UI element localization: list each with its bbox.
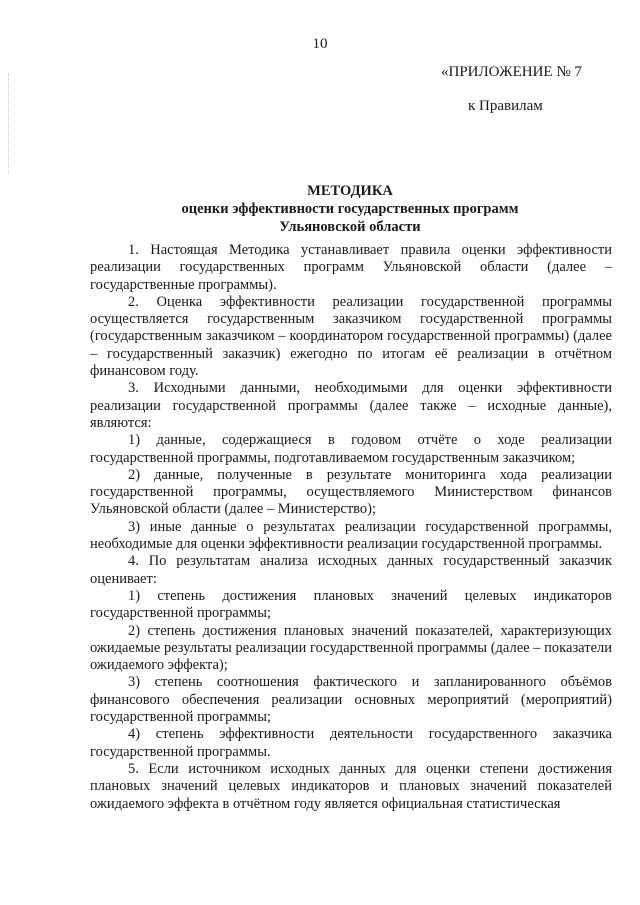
paragraph-4-item-4: 4) степень эффективности деятельности государственного заказчика государственной программы. — [90, 726, 612, 760]
paragraph-5: 5. Если источником исходных данных для оценки степени достижения плановых значений целевых индикаторов и плановых значений показателей ожидаемого эффекта в отчётном году является официальная статистическая — [90, 760, 612, 812]
paragraph-2: 2. Оценка эффективности реализации государственной программы осуществляется государственным заказчиком государственной программы (государственным заказчиком – координатором государственной программы) (далее – государственный заказчик) ежегодно по итогам её реализации в отчётном финансовом году. — [90, 293, 612, 380]
title-line-1: МЕТОДИКА — [307, 183, 393, 199]
document-body — [90, 242, 612, 813]
paragraph-4-item-2: 2) степень достижения плановых значений показателей, характеризующих ожидаемые результаты реализации государственной программы (далее – показатели ожидаемого эффекта); — [90, 622, 612, 674]
scan-edge-marks — [8, 74, 11, 174]
paragraph-3-item-3: 3) иные данные о результатах реализации государственной программы, необходимые для оценки эффективности реализации государственной программы. — [90, 518, 612, 553]
paragraph-3: 3. Исходными данными, необходимыми для оценки эффективности реализации государственной программы (далее также – исходные данные), являются: — [90, 380, 612, 431]
paragraph-4-item-1: 1) степень достижения плановых значений целевых индикаторов государственной программы; — [90, 587, 612, 622]
document-title — [0, 182, 640, 236]
page-number: 10 — [312, 36, 328, 52]
paragraph-4: 4. По результатам анализа исходных данных государственный заказчик оценивает: — [90, 553, 612, 587]
title-line-3: Ульяновской области — [279, 219, 421, 235]
title-line-2: оценки эффективности государственных программ — [181, 201, 519, 217]
paragraph-1: 1. Настоящая Методика устанавливает правила оценки эффективности реализации государственных программ Ульяновской области (далее – государственные программы). — [90, 242, 612, 293]
paragraph-4-item-3: 3) степень соотношения фактического и запланированного объёмов финансового обеспечения реализации основных мероприятий (мероприятий) государственной программы; — [90, 674, 612, 726]
rules-reference: к Правилам — [468, 98, 543, 114]
paragraph-3-item-2: 2) данные, полученные в результате мониторинга хода реализации государственной программы, осуществляемого Министерством финансов Ульяновской области (далее – Министерство); — [90, 466, 612, 518]
appendix-label: «ПРИЛОЖЕНИЕ № 7 — [441, 64, 582, 80]
paragraph-3-item-1: 1) данные, содержащиеся в годовом отчёте о ходе реализации государственной программы, подготавливаемом государственным заказчиком; — [90, 432, 612, 466]
